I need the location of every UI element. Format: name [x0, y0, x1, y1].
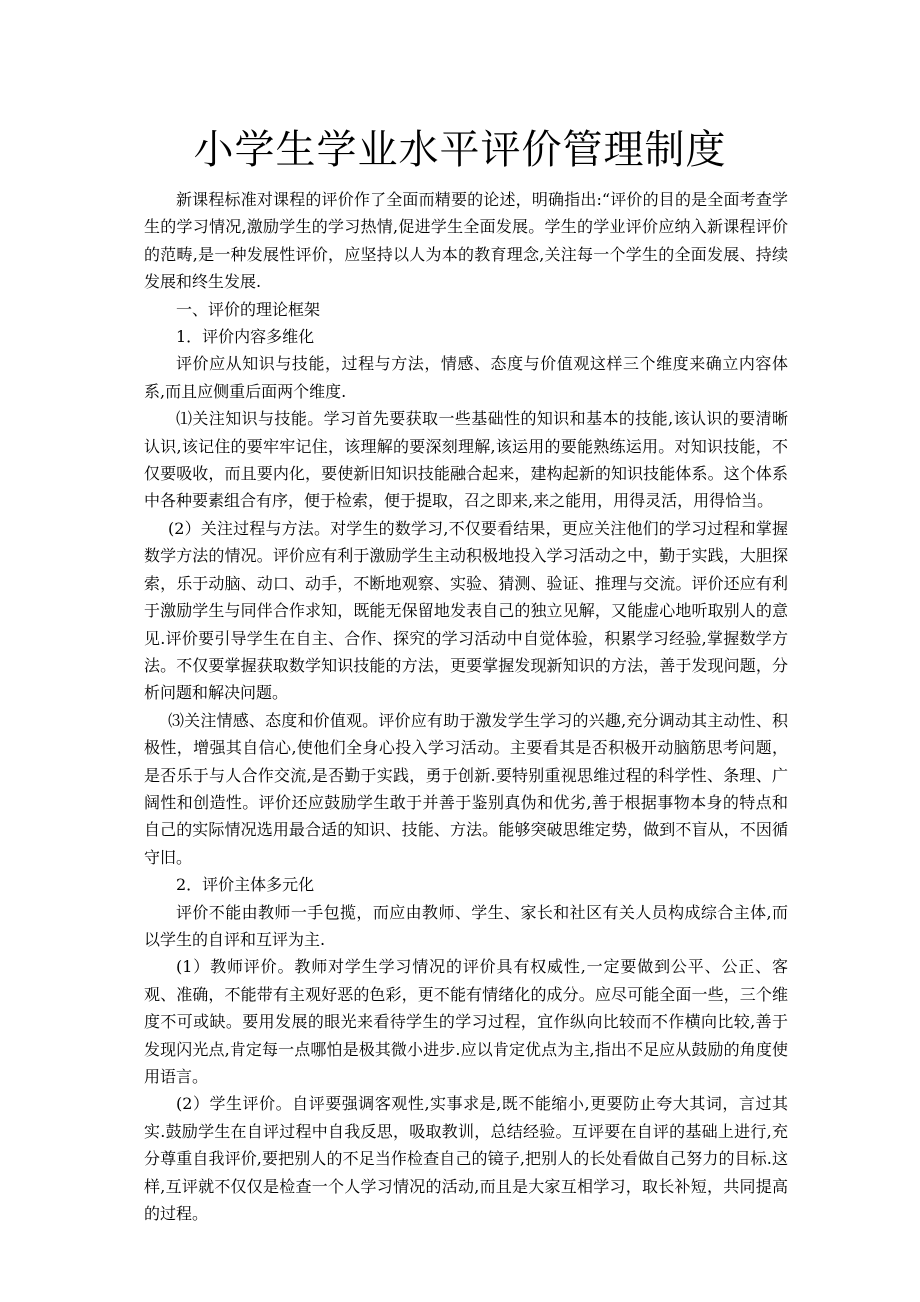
paragraph: 评价应从知识与技能，过程与方法，情感、态度与价值观这样三个维度来确立内容体系,而且应侧重后面两个维度. [144, 354, 788, 401]
section-heading-1: 一、评价的理论框架 [176, 299, 321, 319]
paragraph: 评价不能由教师一手包揽，而应由教师、学生、家长和社区有关人员构成综合主体,而以学生的自评和互评为主. [144, 902, 788, 949]
subsection-heading-1: 1．评价内容多维化 [176, 327, 315, 347]
paragraph: ⑶关注情感、态度和价值观。评价应有助于激发学生学习的兴趣,充分调动其主动性、积极性，增强其自信心,使他们全身心投入学习活动。主要看其是否积极开动脑筋思考问题，是否乐于与人合作交流,是否勤于实践，勇于创新.要特别重视思维过程的科学性、条理、广阔性和创造性。评价还应鼓励学生敢于并善于鉴别真伪和优劣,善于根据事物本身的特点和自己的实际情况选用最合适的知识、技能、方法。能够突破思维定势，做到不盲从，不因循守旧。 [144, 710, 788, 867]
paragraph: ⑴关注知识与技能。学习首先要获取一些基础性的知识和基本的技能,该认识的要清晰认识,该记住的要牢牢记住，该理解的要深刻理解,该运用的要能熟练运用。对知识技能，不仅要吸收，而且要内化，要使新旧知识技能融合起来，建构起新的知识技能体系。这个体系中各种要素组合有序，便于检索，便于提取，召之即来,来之能用，用得灵活，用得恰当。 [144, 409, 788, 511]
document-body [144, 186, 788, 1227]
page-title: 小学生学业水平评价管理制度 [193, 127, 727, 173]
intro-paragraph: 新课程标准对课程的评价作了全面而精要的论述，明确指出:“评价的目的是全面考查学生的学习情况,激励学生的学习热情,促进学生全面发展。学生的学业评价应纳入新课程评价的范畴,是一种发展性评价，应坚持以人为本的教育理念,关注每一个学生的全面发展、持续发展和终生发展. [144, 190, 788, 292]
subsection-heading-2: 2．评价主体多元化 [176, 875, 315, 895]
paragraph: (2）关注过程与方法。对学生的数学习,不仅要看结果，更应关注他们的学习过程和掌握数学方法的情况。评价应有利于激励学生主动积极地投入学习活动之中，勤于实践，大胆探索，乐于动脑、动口、动手，不断地观察、实验、猜测、验证、推理与交流。评价还应有利于激励学生与同伴合作求知，既能无保留地发表自己的独立见解，又能虚心地听取别人的意见.评价要引导学生在自主、合作、探究的学习活动中自觉体验，积累学习经验,掌握数学方法。不仅要掌握获取数学知识技能的方法，更要掌握发现新知识的方法，善于发现问题，分析问题和解决问题。 [144, 518, 788, 703]
paragraph: (2）学生评价。自评要强调客观性,实事求是,既不能缩小,更要防止夸大其词，言过其实.鼓励学生在自评过程中自我反思，吸取教训，总结经验。互评要在自评的基础上进行,充分尊重自我评价,要把别人的不足当作检查自己的镜子,把别人的长处看做自己努力的目标.这样,互评就不仅仅是检查一个人学习情况的活动,而且是大家互相学习，取长补短，共同提高的过程。 [144, 1094, 788, 1224]
paragraph: (1）教师评价。教师对学生学习情况的评价具有权威性,一定要做到公平、公正、客观、准确，不能带有主观好恶的色彩，更不能有情绪化的成分。应尽可能全面一些，三个维度不可或缺。要用发展的眼光来看待学生的学习过程，宜作纵向比较而不作横向比较,善于发现闪光点,肯定每一点哪怕是极其微小进步.应以肯定优点为主,指出不足应从鼓励的角度使用语言。 [144, 957, 788, 1086]
